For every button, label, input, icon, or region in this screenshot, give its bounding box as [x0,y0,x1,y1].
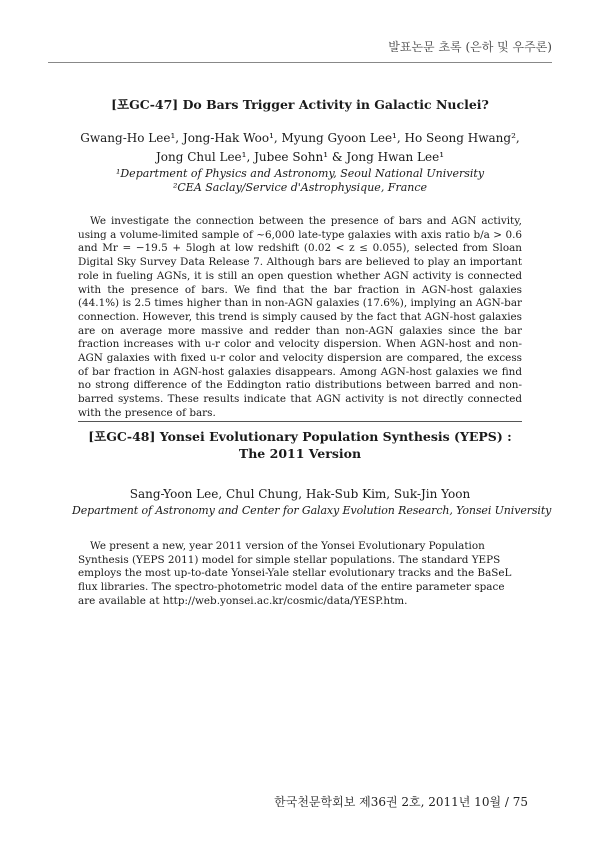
page-footer: 한국천문학회보 제36권 2호, 2011년 10월 / 75 [274,795,528,809]
author-list: Sang-Yoon Lee, Chul Chung, Hak-Sub Kim, Suk-Jin Yoon [129,487,471,501]
section-divider [78,421,522,422]
abstract-title [78,428,522,462]
affiliation: Department of Astronomy and Center for Galaxy Evolution Research, Yonsei University [72,504,552,517]
abstract-gc48 [72,428,552,619]
abstract-gc47 [78,96,522,431]
author-line: Gwang-Ho Lee¹, Jong-Hak Woo¹, Myung Gyoon Lee¹, Ho Seong Hwang², [80,131,520,145]
abstract-body: We investigate the connection between the presence of bars and AGN activity, using a volume-limited sample of ~6,000 late-type galaxies with axis ratio b/a > 0.6 and Mr = −19.5 + 5logh at low redshift (0.02 < z ≤ 0.055), selected from Sloan Digital Sky Survey Data Release 7. Although bars are believed to play an important role in fueling AGNs, it is still an open question whether AGN activity is connected with the presence of bars. We find that the bar fraction in AGN-host galaxies (44.1%) is 2.5 times higher than in non-AGN galaxies (17.6%), implying an AGN-bar connection. However, this trend is simply caused by the fact that AGN-host galaxies are on average more massive and redder than non-AGN galaxies since the bar fraction increases with u-r color and velocity dispersion. When AGN-host and non-AGN galaxies with fixed u-r color and velocity dispersion are compared, the excess of bar fraction in AGN-host galaxies disappears. Among AGN-host galaxies we find no strong difference of the Eddington ratio distributions between barred and non-barred systems. These results indicate that AGN activity is not directly connected with the presence of bars. [78,215,522,419]
running-head: 발표논문 초록 (은하 및 우주론) [388,40,552,54]
author-list [78,129,522,167]
abstract-body: We present a new, year 2011 version of the Yonsei Evolutionary Population Synthesis (YEPS 2011) model for simple stellar populations. The standard YEPS employs the most up-to-date Yonsei-Yale stellar evolutionary tracks and the BaSeL flux libraries. The spectro-photometric model data of the entire parameter space are available at http://web.yonsei.ac.kr/cosmic/data/YESP.htm. [78,540,512,607]
title-line: [포GC-48] Yonsei Evolutionary Population Synthesis (YEPS) : [88,429,512,444]
header-rule [48,62,552,63]
author-line: Jong Chul Lee¹, Jubee Sohn¹ & Jong Hwan Lee¹ [155,150,445,164]
abstract-title: [포GC-47] Do Bars Trigger Activity in Galactic Nuclei? [111,97,489,112]
affiliation: ²CEA Saclay/Service d'Astrophysique, France [172,181,428,194]
title-line: The 2011 Version [238,446,362,461]
affiliation: ¹Department of Physics and Astronomy, Seoul National University [115,167,485,180]
